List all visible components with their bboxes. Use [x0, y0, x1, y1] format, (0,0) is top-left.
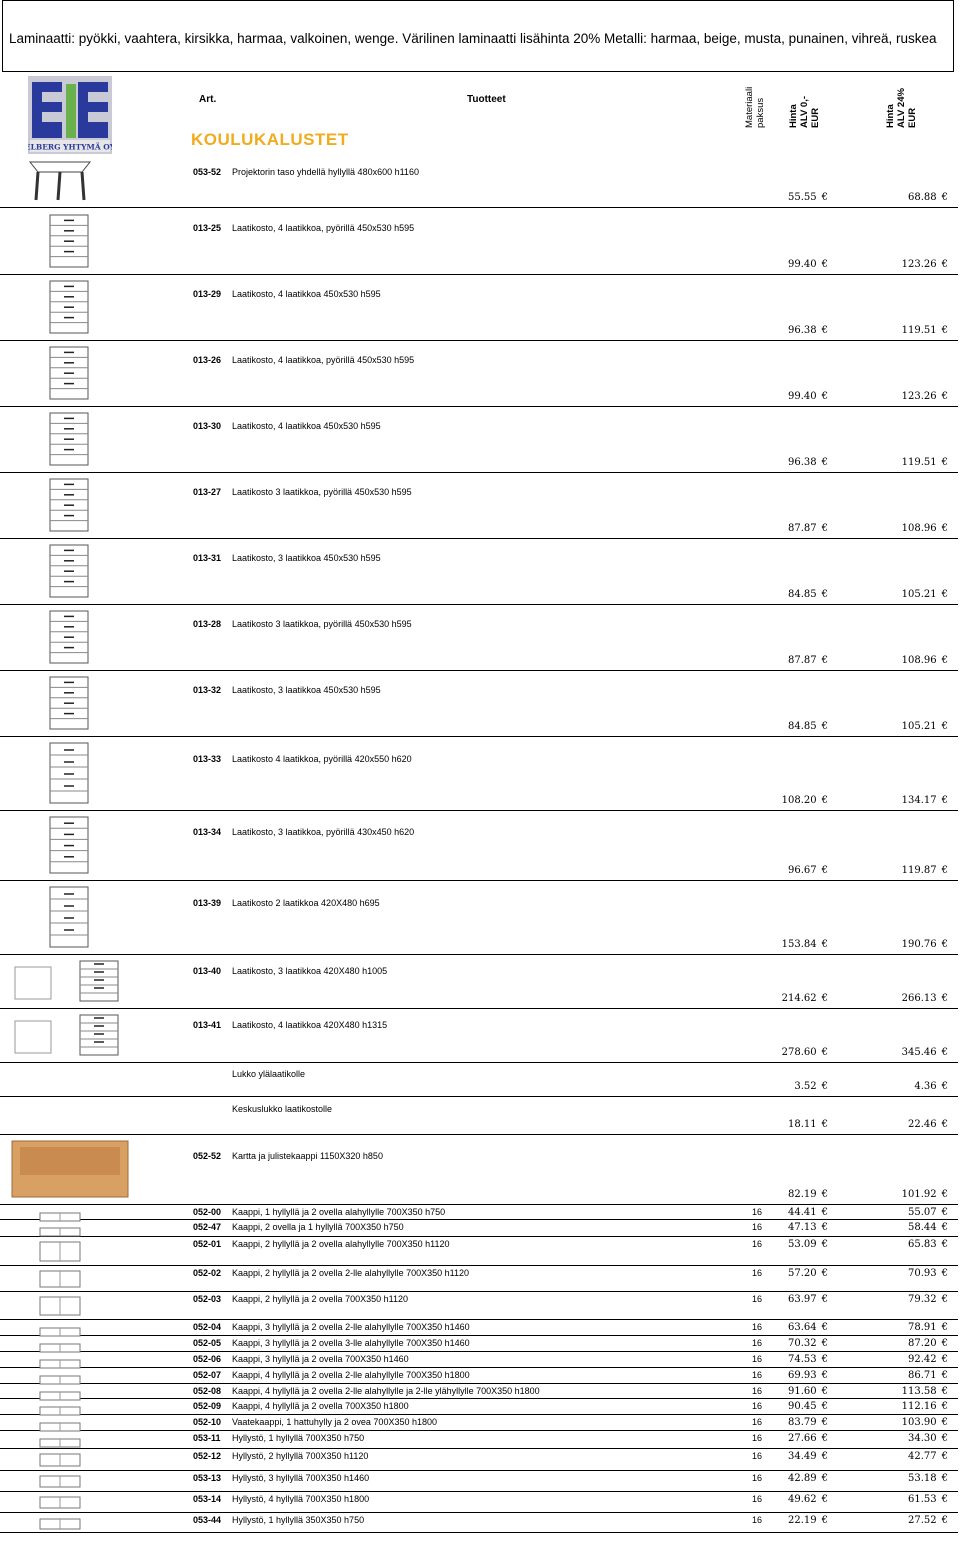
price-excl-vat: 18.11 €: [787, 1119, 828, 1130]
table-row: [0, 539, 958, 605]
tall-drawer-cabinet-icon: [10, 1013, 130, 1064]
product-description: Laatikosto, 3 laatikkoa 450x530 h595: [232, 553, 381, 563]
price-excl-vat: 84.85 €: [787, 589, 828, 600]
table-row: [0, 473, 958, 539]
price-incl-vat: 119.87 €: [901, 865, 948, 876]
drawer-cabinet-icon: [10, 815, 130, 882]
product-description: Kaappi, 2 ovella ja 1 hyllyllä 700X350 h750: [232, 1222, 404, 1232]
material-thickness: 16: [752, 1386, 763, 1396]
product-code: 013-31: [193, 553, 222, 563]
price-incl-vat: 103.90 €: [901, 1417, 948, 1428]
material-thickness: 16: [752, 1294, 763, 1304]
product-description: Laatikosto, 4 laatikkoa, pyörillä 450x530 h595: [232, 223, 415, 233]
price-excl-vat: 108.20 €: [781, 795, 828, 806]
material-thickness: 16: [752, 1222, 763, 1232]
price-incl-vat: 119.51 €: [901, 325, 948, 336]
material-thickness: 16: [752, 1494, 763, 1504]
shelf-icon: [10, 1496, 130, 1514]
price-incl-vat: 190.76 €: [901, 939, 948, 950]
product-code: 013-39: [193, 898, 222, 908]
logo-text: ELBERG YHTYMÄ OY: [28, 142, 112, 152]
table-row: [0, 1399, 958, 1415]
price-incl-vat: 123.26 €: [901, 259, 948, 270]
product-code: 013-33: [193, 754, 222, 764]
product-description: Kaappi, 1 hyllyllä ja 2 ovella alahyllylle 700X350 h750: [232, 1207, 446, 1217]
table-row: [0, 407, 958, 473]
section-title: KOULUKALUSTET: [191, 130, 349, 149]
material-thickness: 16: [752, 1322, 763, 1332]
material-thickness: 16: [752, 1451, 763, 1461]
table-row: [0, 1415, 958, 1431]
price-excl-vat: 69.93 €: [787, 1370, 828, 1381]
product-code: 052-12: [193, 1451, 222, 1461]
product-code: 052-06: [193, 1354, 222, 1364]
product-description: Laatikosto 3 laatikkoa, pyörillä 450x530 h595: [232, 487, 412, 497]
map-cabinet-photo: [10, 1139, 130, 1206]
price-excl-vat: 42.89 €: [787, 1473, 828, 1484]
table-row: [0, 1492, 958, 1513]
product-description: Kartta ja julistekaappi 1150X320 h850: [232, 1151, 383, 1161]
price-excl-vat: 22.19 €: [787, 1515, 828, 1526]
drawer-cabinet-icon: [10, 345, 130, 408]
table-row: [0, 275, 958, 341]
header-price-excl: Hinta ALV 0,- EUR: [788, 95, 821, 128]
table-row: [0, 1336, 958, 1352]
material-thickness: 16: [752, 1354, 763, 1364]
product-description: Hyllystö, 4 hyllyllä 700X350 h1800: [232, 1494, 370, 1504]
product-code: 013-26: [193, 355, 222, 365]
product-description: Laatikosto 3 laatikkoa, pyörillä 450x530 h595: [232, 619, 412, 629]
price-incl-vat: 113.58 €: [901, 1386, 948, 1397]
table-row: [0, 1063, 958, 1097]
price-incl-vat: 78.91 €: [907, 1322, 948, 1333]
table-row: [0, 1292, 958, 1320]
price-incl-vat: 112.16 €: [901, 1401, 948, 1412]
product-code: 052-03: [193, 1294, 222, 1304]
material-thickness: 16: [752, 1417, 763, 1427]
product-description: Kaappi, 4 hyllyllä ja 2 ovella 2-lle alahyllylle 700X350 h1800: [232, 1370, 470, 1380]
material-thickness: 16: [752, 1207, 763, 1217]
product-code: 013-32: [193, 685, 222, 695]
price-excl-vat: 278.60 €: [781, 1047, 828, 1058]
product-description: Hyllystö, 1 hyllyllä 700X350 h750: [232, 1433, 365, 1443]
price-excl-vat: 57.20 €: [787, 1268, 828, 1279]
cabinet-icon: [10, 1296, 130, 1321]
table-row: [0, 1449, 958, 1471]
product-description: Laatikosto, 4 laatikkoa 450x530 h595: [232, 289, 381, 299]
price-excl-vat: 53.09 €: [787, 1239, 828, 1250]
price-incl-vat: 4.36 €: [914, 1081, 948, 1092]
price-incl-vat: 79.32 €: [907, 1294, 948, 1305]
product-code: 052-05: [193, 1338, 222, 1348]
table-row: [0, 1237, 958, 1266]
banner-text: Laminaatti: pyökki, vaahtera, kirsikka, harmaa, valkoinen, wenge. Värilinen laminaatti lisähinta 20% Metalli: harmaa, beige, musta, punainen, vihreä, ruskea: [9, 31, 937, 46]
product-code: 052-00: [193, 1207, 222, 1217]
price-incl-vat: 87.20 €: [907, 1338, 948, 1349]
drawer-cabinet-icon: [10, 213, 130, 276]
material-info-banner: [2, 0, 954, 72]
price-incl-vat: 105.21 €: [901, 721, 948, 732]
price-incl-vat: 58.44 €: [907, 1222, 948, 1233]
product-description: Hyllystö, 2 hyllyllä 700X350 h1120: [232, 1451, 369, 1461]
price-excl-vat: 84.85 €: [787, 721, 828, 732]
product-code: 013-25: [193, 223, 222, 233]
product-code: 052-04: [193, 1322, 222, 1332]
table-row: [0, 1266, 958, 1292]
table-header: [185, 76, 955, 154]
price-incl-vat: 108.96 €: [901, 655, 948, 666]
material-thickness: 16: [752, 1338, 763, 1348]
table-row: [0, 156, 958, 208]
product-description: Laatikosto, 4 laatikkoa, pyörillä 450x530 h595: [232, 355, 415, 365]
product-description: Kaappi, 2 hyllyllä ja 2 ovella 2-lle alahyllylle 700X350 h1120: [232, 1268, 469, 1278]
shelf-icon: [10, 1475, 130, 1493]
product-code: 052-10: [193, 1417, 222, 1427]
price-incl-vat: 70.93 €: [907, 1268, 948, 1279]
table-row: [0, 1205, 958, 1220]
product-description: Kaappi, 3 hyllyllä ja 2 ovella 2-lle alahyllylle 700X350 h1460: [232, 1322, 470, 1332]
header-art: Art.: [199, 94, 217, 105]
price-incl-vat: 86.71 €: [907, 1370, 948, 1381]
price-excl-vat: 99.40 €: [787, 259, 828, 270]
price-incl-vat: 65.83 €: [907, 1239, 948, 1250]
projector-stand-icon: [10, 160, 130, 209]
price-incl-vat: 134.17 €: [901, 795, 948, 806]
product-code: 013-34: [193, 827, 222, 837]
price-excl-vat: 70.32 €: [787, 1338, 828, 1349]
drawer-cabinet-icon: [10, 741, 130, 812]
price-excl-vat: 87.87 €: [787, 523, 828, 534]
table-row: [0, 1135, 958, 1205]
product-code: 052-01: [193, 1239, 222, 1249]
header-products: Tuotteet: [467, 94, 506, 105]
table-row: [0, 671, 958, 737]
price-excl-vat: 90.45 €: [787, 1401, 828, 1412]
product-code: 053-44: [193, 1515, 222, 1525]
price-excl-vat: 83.79 €: [787, 1417, 828, 1428]
price-excl-vat: 153.84 €: [781, 939, 828, 950]
price-incl-vat: 101.92 €: [901, 1189, 948, 1200]
product-code: 053-13: [193, 1473, 222, 1483]
table-row: [0, 1471, 958, 1492]
elberg-logo-icon: [28, 76, 112, 154]
header-material: Materiaali paksus: [744, 86, 766, 128]
product-code: 013-28: [193, 619, 222, 629]
product-description: Hyllystö, 3 hyllyllä 700X350 h1460: [232, 1473, 370, 1483]
product-description: Kaappi, 4 hyllyllä ja 2 ovella 700X350 h1800: [232, 1401, 409, 1411]
price-incl-vat: 119.51 €: [901, 457, 948, 468]
company-logo: [28, 76, 112, 154]
product-code: 013-27: [193, 487, 222, 497]
price-incl-vat: 34.30 €: [907, 1433, 948, 1444]
price-excl-vat: 214.62 €: [781, 993, 828, 1004]
product-code: 013-29: [193, 289, 222, 299]
price-incl-vat: 55.07 €: [907, 1207, 948, 1218]
price-excl-vat: 3.52 €: [794, 1081, 828, 1092]
drawer-cabinet-icon: [10, 675, 130, 738]
price-excl-vat: 49.62 €: [787, 1494, 828, 1505]
table-row: [0, 209, 958, 275]
price-incl-vat: 108.96 €: [901, 523, 948, 534]
cabinet-icon: [10, 1270, 130, 1293]
table-row: [0, 1320, 958, 1336]
price-incl-vat: 68.88 €: [907, 192, 948, 203]
tall-drawer-cabinet-icon: [10, 959, 130, 1010]
drawer-cabinet-icon: [10, 411, 130, 474]
table-row: [0, 881, 958, 955]
price-excl-vat: 87.87 €: [787, 655, 828, 666]
price-incl-vat: 27.52 €: [907, 1515, 948, 1526]
product-code: 052-07: [193, 1370, 222, 1380]
material-thickness: 16: [752, 1370, 763, 1380]
product-description: Laatikosto, 3 laatikkoa, pyörillä 430x450 h620: [232, 827, 415, 837]
price-excl-vat: 82.19 €: [787, 1189, 828, 1200]
product-code: 053-11: [193, 1433, 221, 1443]
product-code: 052-52: [193, 1151, 222, 1161]
product-code: 052-09: [193, 1401, 222, 1411]
price-excl-vat: 96.38 €: [787, 325, 828, 336]
table-row: [0, 1384, 958, 1399]
drawer-cabinet-icon: [10, 885, 130, 956]
drawer-cabinet-icon: [10, 609, 130, 672]
product-description: Vaatekaappi, 1 hattuhylly ja 2 ovea 700X350 h1800: [232, 1417, 437, 1427]
drawer-cabinet-icon: [10, 543, 130, 606]
table-row: [0, 737, 958, 811]
shelf-icon: [10, 1517, 130, 1535]
price-excl-vat: 34.49 €: [787, 1451, 828, 1462]
cabinet-icon: [10, 1241, 130, 1267]
product-description: Laatikosto 4 laatikkoa, pyörillä 420x550 h620: [232, 754, 412, 764]
product-code: 052-47: [193, 1222, 222, 1232]
product-description: Projektorin taso yhdellä hyllyllä 480x600 h1160: [232, 167, 419, 177]
product-description: Laatikosto, 3 laatikkoa 450x530 h595: [232, 685, 381, 695]
price-excl-vat: 63.97 €: [787, 1294, 828, 1305]
price-excl-vat: 96.38 €: [787, 457, 828, 468]
price-excl-vat: 63.64 €: [787, 1322, 828, 1333]
product-code: 013-40: [193, 966, 222, 976]
product-description: Laatikosto 2 laatikkoa 420X480 h695: [232, 898, 380, 908]
product-description: Kaappi, 2 hyllyllä ja 2 ovella alahyllylle 700X350 h1120: [232, 1239, 450, 1249]
material-thickness: 16: [752, 1433, 763, 1443]
product-description: Lukko ylälaatikolle: [232, 1069, 306, 1079]
price-incl-vat: 345.46 €: [901, 1047, 948, 1058]
table-row: [0, 341, 958, 407]
material-thickness: 16: [752, 1515, 763, 1525]
price-excl-vat: 99.40 €: [787, 391, 828, 402]
price-excl-vat: 74.53 €: [787, 1354, 828, 1365]
price-incl-vat: 266.13 €: [901, 993, 948, 1004]
price-incl-vat: 53.18 €: [907, 1473, 948, 1484]
price-incl-vat: 22.46 €: [907, 1119, 948, 1130]
table-row: [0, 1368, 958, 1384]
product-code: 052-02: [193, 1268, 222, 1278]
product-description: Kaappi, 2 hyllyllä ja 2 ovella 700X350 h1120: [232, 1294, 408, 1304]
material-thickness: 16: [752, 1473, 763, 1483]
table-row: [0, 811, 958, 881]
product-code: 052-08: [193, 1386, 222, 1396]
price-incl-vat: 42.77 €: [907, 1451, 948, 1462]
price-excl-vat: 27.66 €: [787, 1433, 828, 1444]
material-thickness: 16: [752, 1239, 763, 1249]
shelf-icon: [10, 1453, 130, 1472]
product-code: 013-30: [193, 421, 222, 431]
product-code: 013-41: [193, 1020, 222, 1030]
table-row: [0, 955, 958, 1009]
table-row: [0, 605, 958, 671]
product-description: Kaappi, 4 hyllyllä ja 2 ovella 2-lle alahyllylle ja 2-lle ylähyllylle 700X350 h1800: [232, 1386, 540, 1396]
price-excl-vat: 47.13 €: [787, 1222, 828, 1233]
table-row: [0, 1097, 958, 1135]
table-row: [0, 1352, 958, 1368]
price-excl-vat: 96.67 €: [787, 865, 828, 876]
price-incl-vat: 61.53 €: [907, 1494, 948, 1505]
price-excl-vat: 91.60 €: [787, 1386, 828, 1397]
material-thickness: 16: [752, 1268, 763, 1278]
header-price-incl: Hinta ALV 24% EUR: [885, 88, 918, 128]
price-excl-vat: 44.41 €: [787, 1207, 828, 1218]
drawer-cabinet-icon: [10, 477, 130, 540]
product-code: 053-52: [193, 167, 222, 177]
price-incl-vat: 123.26 €: [901, 391, 948, 402]
table-row: [0, 1009, 958, 1063]
product-description: Laatikosto, 4 laatikkoa 420X480 h1315: [232, 1020, 388, 1030]
table-row: [0, 1431, 958, 1449]
price-incl-vat: 92.42 €: [907, 1354, 948, 1365]
product-description: Kaappi, 3 hyllyllä ja 2 ovella 3-lle alahyllylle 700X350 h1460: [232, 1338, 470, 1348]
product-description: Hyllystö, 1 hyllyllä 350X350 h750: [232, 1515, 365, 1525]
material-thickness: 16: [752, 1401, 763, 1411]
product-description: Laatikosto, 4 laatikkoa 450x530 h595: [232, 421, 381, 431]
product-description: Laatikosto, 3 laatikkoa 420X480 h1005: [232, 966, 388, 976]
product-description: Kaappi, 3 hyllyllä ja 2 ovella 700X350 h1460: [232, 1354, 409, 1364]
table-row: [0, 1513, 958, 1533]
product-code: 053-14: [193, 1494, 222, 1504]
product-description: Keskuslukko laatikostolle: [232, 1104, 333, 1114]
drawer-cabinet-icon: [10, 279, 130, 342]
price-excl-vat: 55.55 €: [787, 192, 828, 203]
table-row: [0, 1220, 958, 1237]
price-incl-vat: 105.21 €: [901, 589, 948, 600]
